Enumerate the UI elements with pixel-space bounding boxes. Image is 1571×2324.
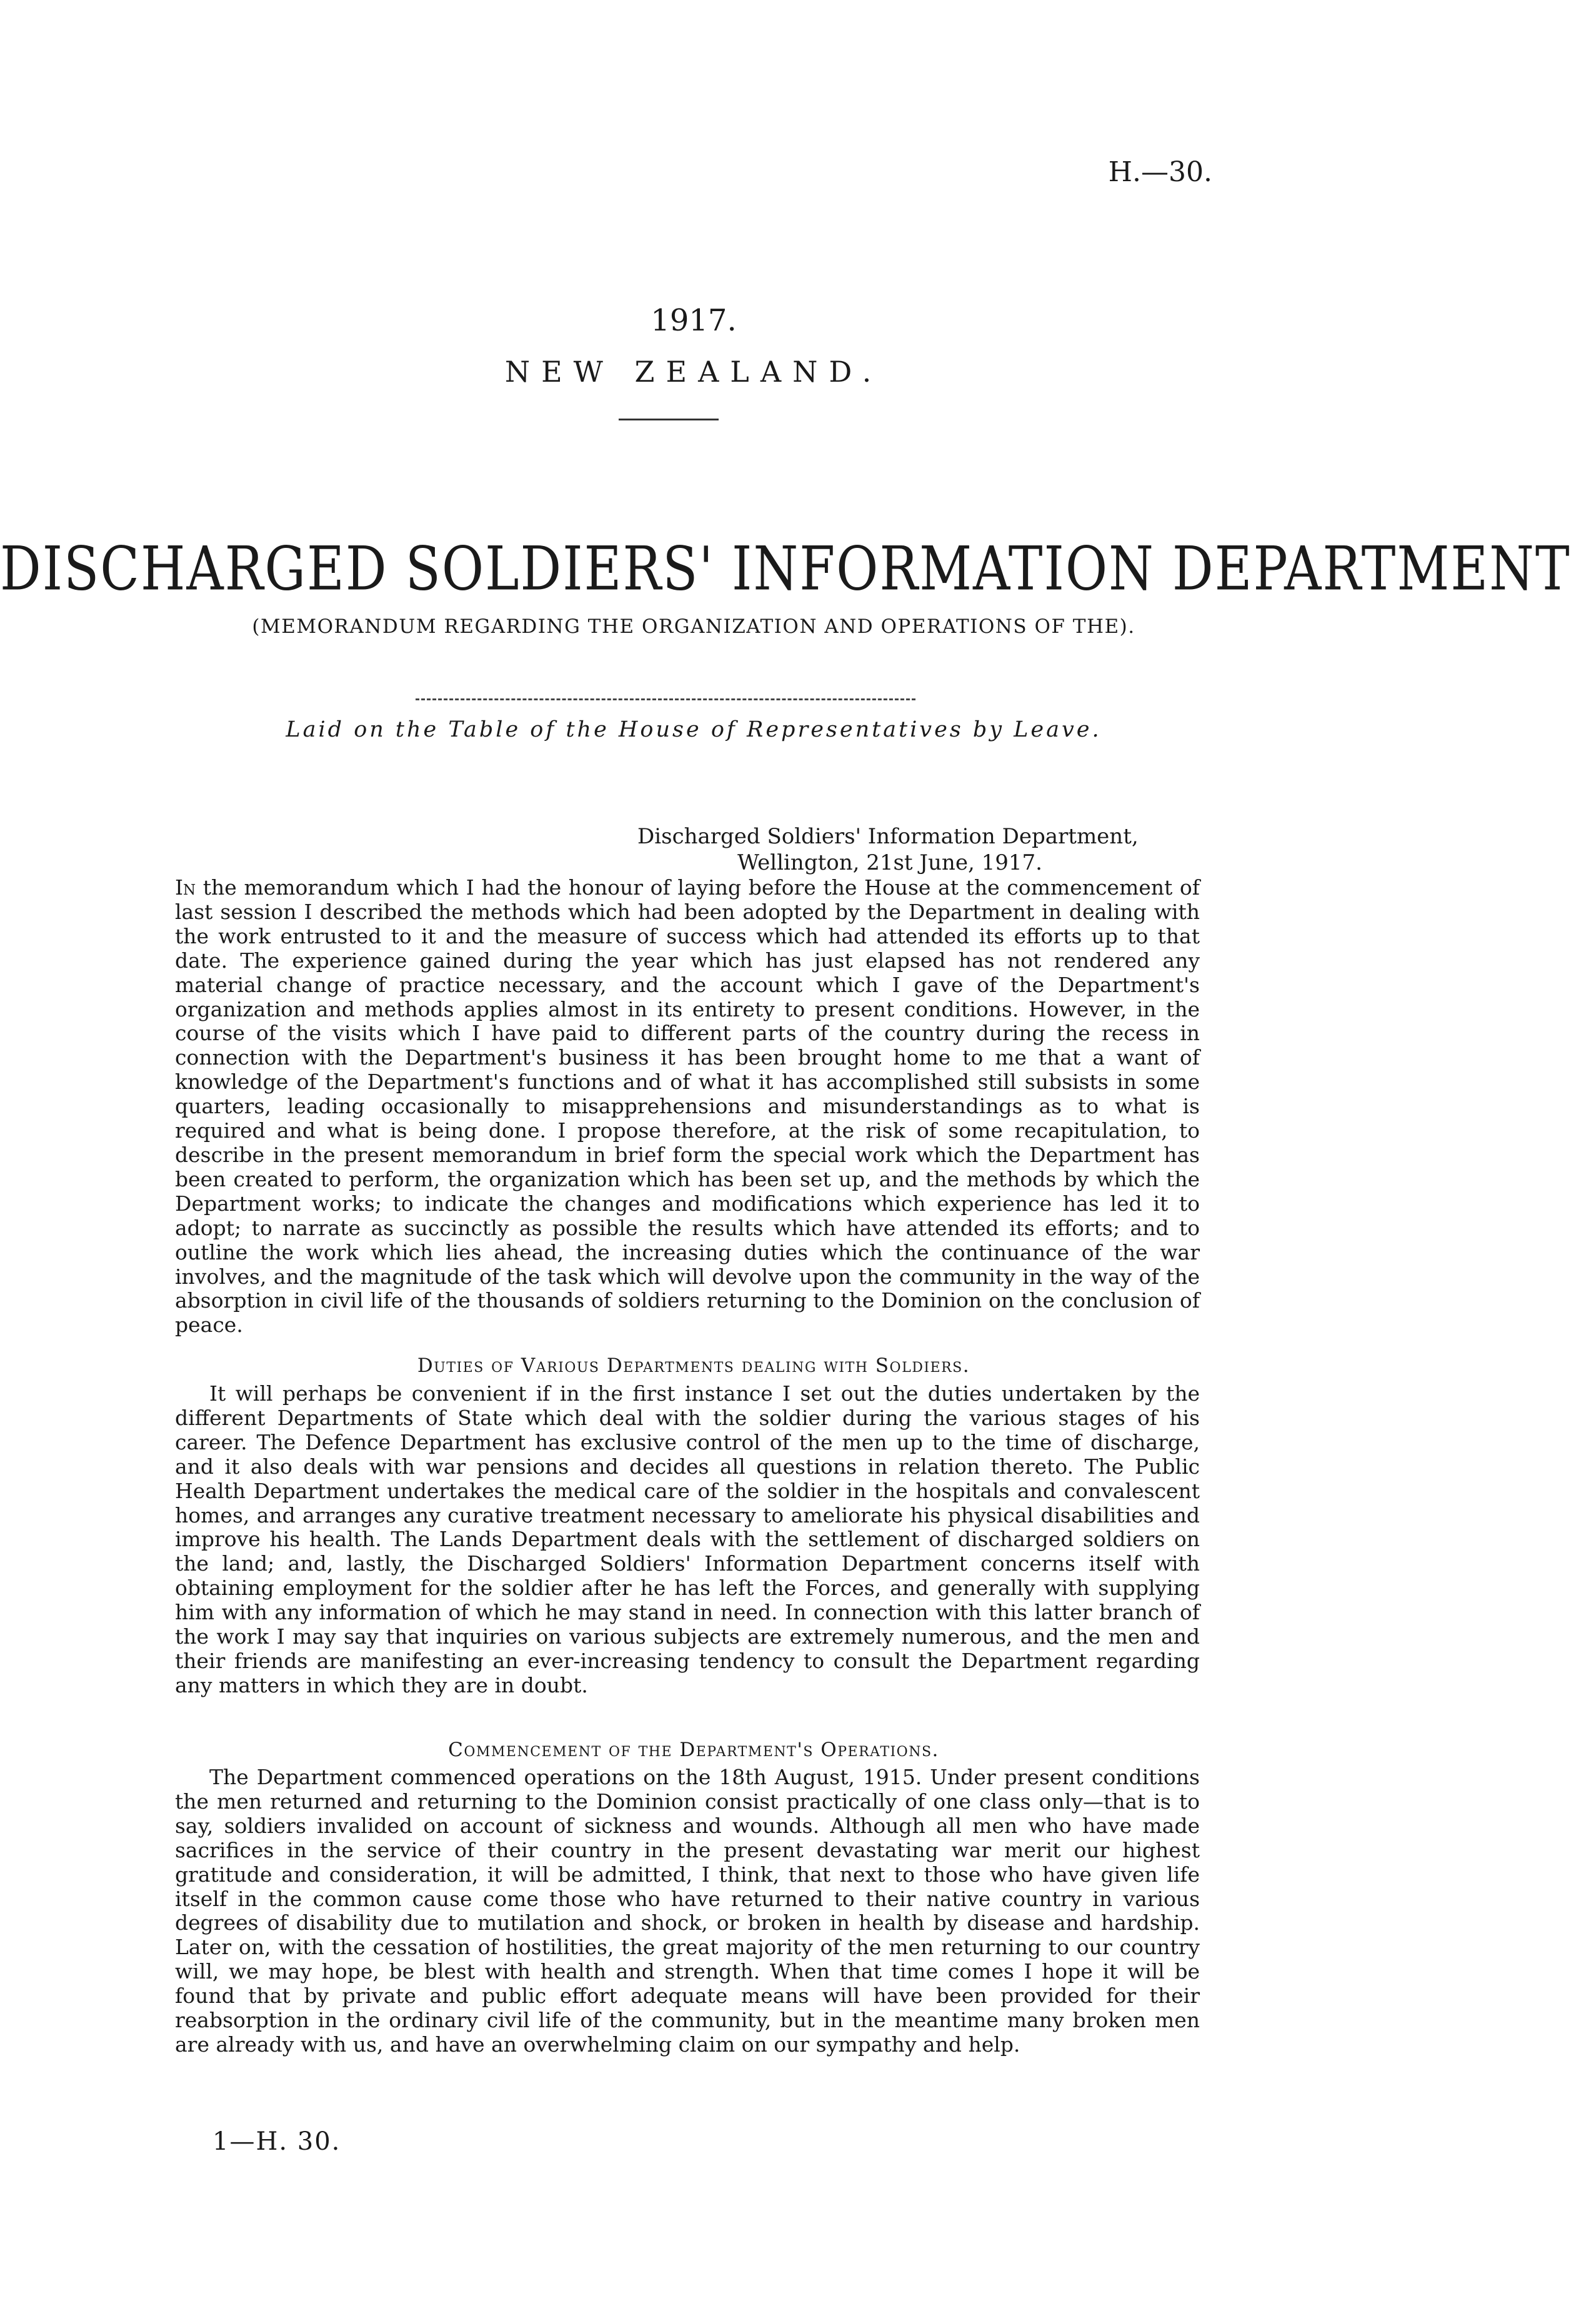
section-heading-duties: Duties of Various Departments dealing with Soldiers.	[417, 1354, 970, 1377]
dotted-divider	[416, 698, 915, 700]
document-subtitle: (MEMORANDUM REGARDING THE ORGANIZATION AND OPERATIONS OF THE).	[252, 615, 1135, 638]
commencement-paragraph: The Department commenced operations on the 18th August, 1915. Under present conditions the men returned and returning to the Dominion consist practically of one class only—that is to say, soldiers invalided on account of sickness and wounds. Although all men who have made sacrifices in the service of their country in the present devastating war merit our highest gratitude and consideration, it will be admitted, I think, that next to those who have given life itself in the common cause come those who have returned to their native country in various degrees of disability due to mutilation and shock, or broken in health by disease and hardship. Later on, with the cessation of hostilities, the great majority of the men returning to our country will, we may hope, be blest with health and strength. When that time comes I hope it will be found that by private and public effort adequate means will have been provided for their reabsorption in the ordinary civil life of the community, but in the meantime many broken men are already with us, and have an overwhelming claim on our sympathy and help.	[175, 1765, 1200, 2057]
duties-paragraph: It will perhaps be convenient if in the first instance I set out the duties undertaken by the different Departments of State which deal with the soldier during the various stages of his career. The Defence Department has exclusive control of the men up to the time of discharge, and it also deals with war pensions and decides all questions in relation thereto. The Public Health Department undertakes the medical care of the soldier in the hospitals and convalescent homes, and arranges any curative treatment necessary to ameliorate his physical disabilities and improve his health. The Lands Department deals with the settlement of discharged soldiers on the land; and, lastly, the Discharged Soldiers' Information Department concerns itself with obtaining employment for the soldier after he has left the Forces, and generally with supplying him with any information of which he may stand in need. In connection with this latter branch of the work I may say that inquiries on various subjects are extremely numerous, and the men and their friends are manifesting an ever-increasing tendency to consult the Department regarding any matters in which they are in doubt.	[175, 1381, 1200, 1697]
footer-page-reference: 1—H. 30.	[212, 2127, 341, 2156]
laid-on-table-note: Laid on the Table of the House of Representatives by Leave.	[286, 717, 1102, 742]
address-line-department: Discharged Soldiers' Information Department,	[637, 824, 1139, 849]
document-title: DISCHARGED SOLDIERS' INFORMATION DEPARTMENT	[0, 534, 1571, 605]
page-reference: H.—30.	[1108, 156, 1212, 188]
letter-address	[637, 823, 1231, 876]
intro-lead-in: In	[175, 875, 196, 900]
country-heading: NEW ZEALAND.	[504, 355, 883, 389]
intro-paragraph-block	[175, 876, 1200, 1338]
intro-text: the memorandum which I had the honour of laying before the House at the commencement of last session I described the methods which had been adopted by the Department in dealing with the work entrusted to it and the measure of success which had attended its efforts up to that date. The experience gained during the year which has just elapsed has not rendered any material change of practice necessary, and the account which I gave of the Department's organization and methods applies almost in its entirety to present conditions. However, in the course of the visits which I have paid to different parts of the country during the recess in connection with the Department's business it has been brought home to me that a want of knowledge of the Department's functions and of what it has accomplished still subsists in some quarters, leading occasionally to misapprehensions and misunderstandings as to what is required and what is being done. I propose therefore, at the risk of some recapitulation, to describe in the present memorandum in brief form the special work which the Department has been created to perform, the organization which has been set up, and the methods by which the Department works; to indicate the changes and modifications which experience has led it to adopt; to narrate as succinctly as possible the results which have attended its efforts; and to outline the work which lies ahead, the increasing duties which the continuance of the war involves, and the magnitude of the task which will devolve upon the community in the way of the absorption in civil life of the thousands of soldiers returning to the Dominion on the conclusion of peace.	[175, 875, 1200, 1338]
commencement-paragraph-block	[175, 1765, 1200, 2057]
duties-paragraph-block	[175, 1382, 1200, 1698]
intro-paragraph	[175, 876, 1200, 1338]
document-year: 1917.	[651, 303, 737, 338]
address-line-date: Wellington, 21st June, 1917.	[737, 850, 1042, 875]
title-divider	[619, 419, 719, 420]
section-heading-commencement: Commencement of the Department's Operations.	[448, 1739, 939, 1761]
